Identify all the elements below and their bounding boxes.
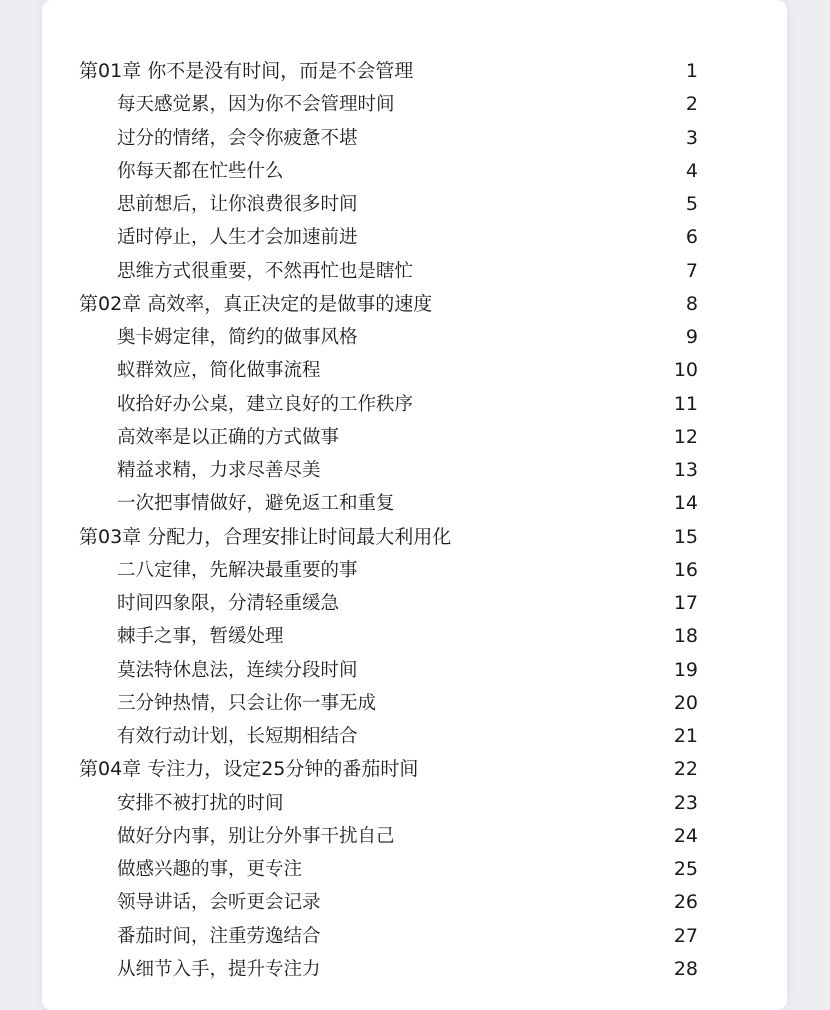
page-number: 12 xyxy=(673,425,698,448)
section-title: 莫法特休息法，连续分段时间 xyxy=(117,659,358,681)
toc-section-row[interactable] xyxy=(42,687,787,720)
toc-section-row[interactable] xyxy=(42,487,787,520)
toc-chapter-row[interactable] xyxy=(42,521,787,554)
toc-section-row[interactable] xyxy=(42,354,787,387)
page-number: 23 xyxy=(673,791,698,814)
toc-chapter-row[interactable] xyxy=(42,753,787,786)
toc-section-row[interactable] xyxy=(42,421,787,454)
chapter-title: 第02章 高效率，真正决定的是做事的速度 xyxy=(79,292,433,315)
page-number: 27 xyxy=(673,924,698,947)
page-number: 17 xyxy=(673,592,698,614)
page-number: 24 xyxy=(673,824,698,847)
page-number: 8 xyxy=(685,292,698,315)
section-title: 高效率是以正确的方式做事 xyxy=(117,426,340,448)
section-title: 番茄时间，注重劳逸结合 xyxy=(117,925,321,947)
toc-section-row[interactable] xyxy=(42,587,787,620)
toc-section-row[interactable] xyxy=(42,620,787,653)
toc-chapter-row[interactable] xyxy=(42,55,787,88)
page-number: 2 xyxy=(685,93,698,116)
toc-chapter-row[interactable] xyxy=(42,288,787,321)
page-number: 15 xyxy=(673,525,698,548)
toc-section-row[interactable] xyxy=(42,920,787,953)
page-number: 1 xyxy=(685,60,698,82)
toc-section-row[interactable] xyxy=(42,155,787,188)
section-title: 你每天都在忙些什么 xyxy=(117,160,284,182)
toc-section-row[interactable] xyxy=(42,255,787,288)
section-title: 有效行动计划，长短期相结合 xyxy=(117,726,358,747)
page-number: 20 xyxy=(673,691,698,714)
page-number: 13 xyxy=(673,459,698,481)
toc-section-row[interactable] xyxy=(42,554,787,587)
toc-section-row[interactable] xyxy=(42,122,787,155)
page-number: 18 xyxy=(673,625,698,648)
section-title: 精益求精，力求尽善尽美 xyxy=(117,460,321,481)
toc-section-row[interactable] xyxy=(42,820,787,853)
page-number: 16 xyxy=(673,558,698,581)
toc-section-row[interactable] xyxy=(42,953,787,986)
page-number: 28 xyxy=(673,957,698,980)
toc-section-row[interactable] xyxy=(42,853,787,886)
section-title: 每天感觉累，因为你不会管理时间 xyxy=(117,94,395,116)
section-title: 适时停止，人生才会加速前进 xyxy=(117,227,358,249)
section-title: 思维方式很重要，不然再忙也是瞎忙 xyxy=(117,260,414,282)
toc-section-row[interactable] xyxy=(42,787,787,820)
toc-section-row[interactable] xyxy=(42,221,787,254)
document-page xyxy=(42,0,787,1010)
toc-section-row[interactable] xyxy=(42,188,787,221)
page-number: 3 xyxy=(685,126,698,149)
section-title: 做好分内事，别让分外事干扰自己 xyxy=(117,825,395,847)
section-title: 思前想后，让你浪费很多时间 xyxy=(117,194,358,215)
section-title: 棘手之事，暂缓处理 xyxy=(117,626,284,648)
chapter-title: 第01章 你不是没有时间，而是不会管理 xyxy=(79,60,414,82)
toc-section-row[interactable] xyxy=(42,454,787,487)
toc-section-row[interactable] xyxy=(42,88,787,121)
table-of-contents xyxy=(42,55,787,986)
page-number: 5 xyxy=(685,193,698,215)
section-title: 奥卡姆定律，简约的做事风格 xyxy=(117,327,358,348)
toc-section-row[interactable] xyxy=(42,720,787,753)
page-number: 7 xyxy=(685,259,698,282)
page-number: 22 xyxy=(673,758,698,781)
page-number: 4 xyxy=(685,159,698,182)
toc-section-row[interactable] xyxy=(42,388,787,421)
chapter-title: 第04章 专注力，设定25分钟的番茄时间 xyxy=(79,758,419,781)
section-title: 二八定律，先解决最重要的事 xyxy=(117,559,358,581)
section-title: 收拾好办公桌，建立良好的工作秩序 xyxy=(117,393,414,415)
page-number: 11 xyxy=(673,392,698,415)
section-title: 一次把事情做好，避免返工和重复 xyxy=(117,493,395,515)
page-number: 21 xyxy=(673,725,698,747)
section-title: 时间四象限，分清轻重缓急 xyxy=(117,593,340,614)
toc-section-row[interactable] xyxy=(42,654,787,687)
page-number: 14 xyxy=(673,492,698,515)
section-title: 做感兴趣的事，更专注 xyxy=(117,859,303,880)
section-title: 过分的情绪，会令你疲惫不堪 xyxy=(117,127,358,149)
page-number: 6 xyxy=(685,226,698,249)
page-number: 9 xyxy=(685,326,698,348)
page-number: 25 xyxy=(673,858,698,880)
section-title: 三分钟热情，只会让你一事无成 xyxy=(117,692,377,714)
page-number: 26 xyxy=(673,891,698,914)
section-title: 安排不被打扰的时间 xyxy=(117,792,284,814)
section-title: 蚁群效应，简化做事流程 xyxy=(117,360,321,382)
page-number: 19 xyxy=(673,658,698,681)
section-title: 领导讲话，会听更会记录 xyxy=(117,892,321,914)
toc-section-row[interactable] xyxy=(42,886,787,919)
section-title: 从细节入手，提升专注力 xyxy=(117,958,321,980)
toc-section-row[interactable] xyxy=(42,321,787,354)
page-number: 10 xyxy=(673,359,698,382)
chapter-title: 第03章 分配力，合理安排让时间最大利用化 xyxy=(79,525,452,548)
